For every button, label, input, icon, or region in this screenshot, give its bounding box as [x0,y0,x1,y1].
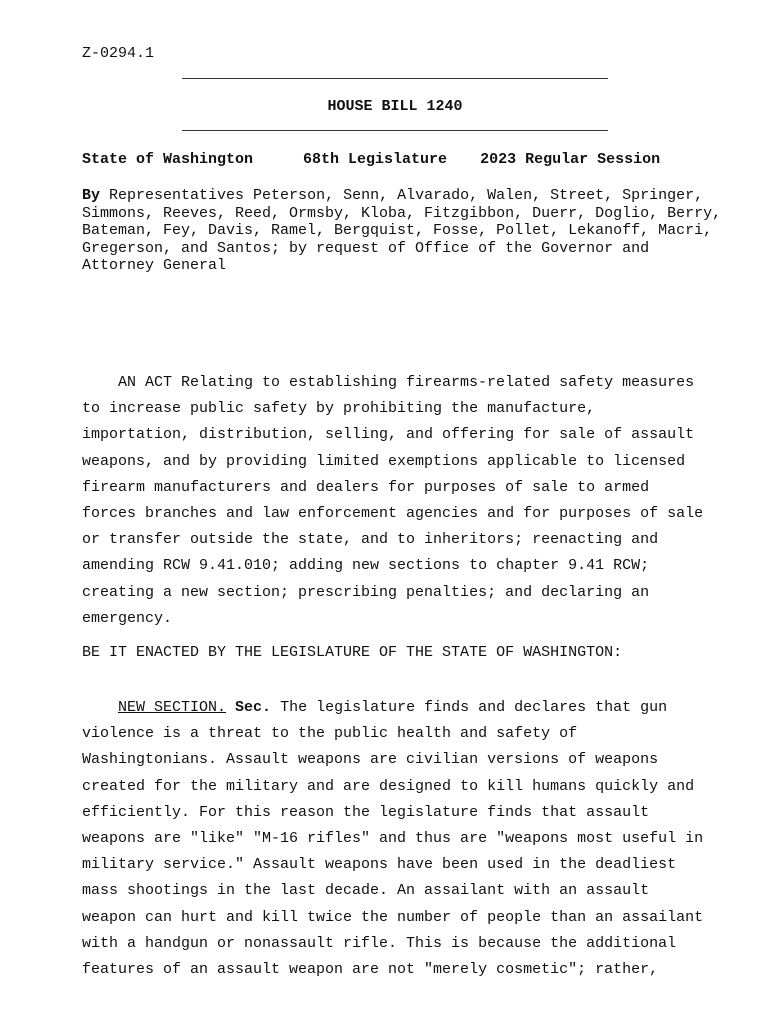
new-section-label: NEW SECTION. [118,699,227,716]
act-title-paragraph: AN ACT Relating to establishing firearms-related safety measures to increase public safety by prohibiting the manufacture, importation, distribution, selling, and offering for sale of assault weapons, and by providing limited exemptions applicable to licensed firearm manufacturers and dealers for purposes of sale to armed forces branches and law enforcement agencies and for purposes of sale or transfer outside the state, and to inheritors; reenacting and amending RCW 9.41.010; adding new sections to chapter 9.41 RCW; creating a new section; prescribing penalties; and declaring an emergency. [82,374,704,627]
legislature-number: 68th Legislature [303,151,448,168]
section-1-text: The legislature finds and declares that gun violence is a threat to the public health and safety of Washingtonians. Assault weapons are civilian versions of weapons created for the military and are designed to kill humans quickly and efficiently. For this reason the legislature finds that assault weapons are "like" "M-16 rifles" and thus are "weapons most useful in military service." Assault weapons have been used in the deadliest mass shootings in the last decade. An assailant with an assault weapon can hurt and kill twice the number of people than an assailant with a handgun or nonassault rifle. This is because the additional features of an assault weapon are not "merely cosmetic"; rather, [82,699,704,979]
title-bottom-rule [182,130,608,131]
sponsors-list: Representatives Peterson, Senn, Alvarado, Walen, Street, Springer, Simmons, Reeves, Reed, Ormsby, Kloba, Fitzgibbon, Duerr, Doglio, Berry, Bateman, Fey, Davis, Ramel, Bergquist, Fosse, Pollet, Lekanoff, Macri, Gregerson, and Santos; by request of Office of the Governor and Attorney General [82,187,722,274]
section-number: Sec. [235,699,272,716]
section-1-paragraph [82,695,712,983]
document-code: Z-0294.1 [82,45,155,62]
session-line [82,151,660,168]
sponsors-block [82,187,722,275]
title-top-rule [182,78,608,79]
bill-title: HOUSE BILL 1240 [327,98,463,115]
state-name: State of Washington [82,151,254,168]
sponsors-prefix: By [82,187,101,204]
session-name: 2023 Regular Session [480,151,661,168]
enacting-clause: BE IT ENACTED BY THE LEGISLATURE OF THE STATE OF WASHINGTON: [82,644,623,661]
